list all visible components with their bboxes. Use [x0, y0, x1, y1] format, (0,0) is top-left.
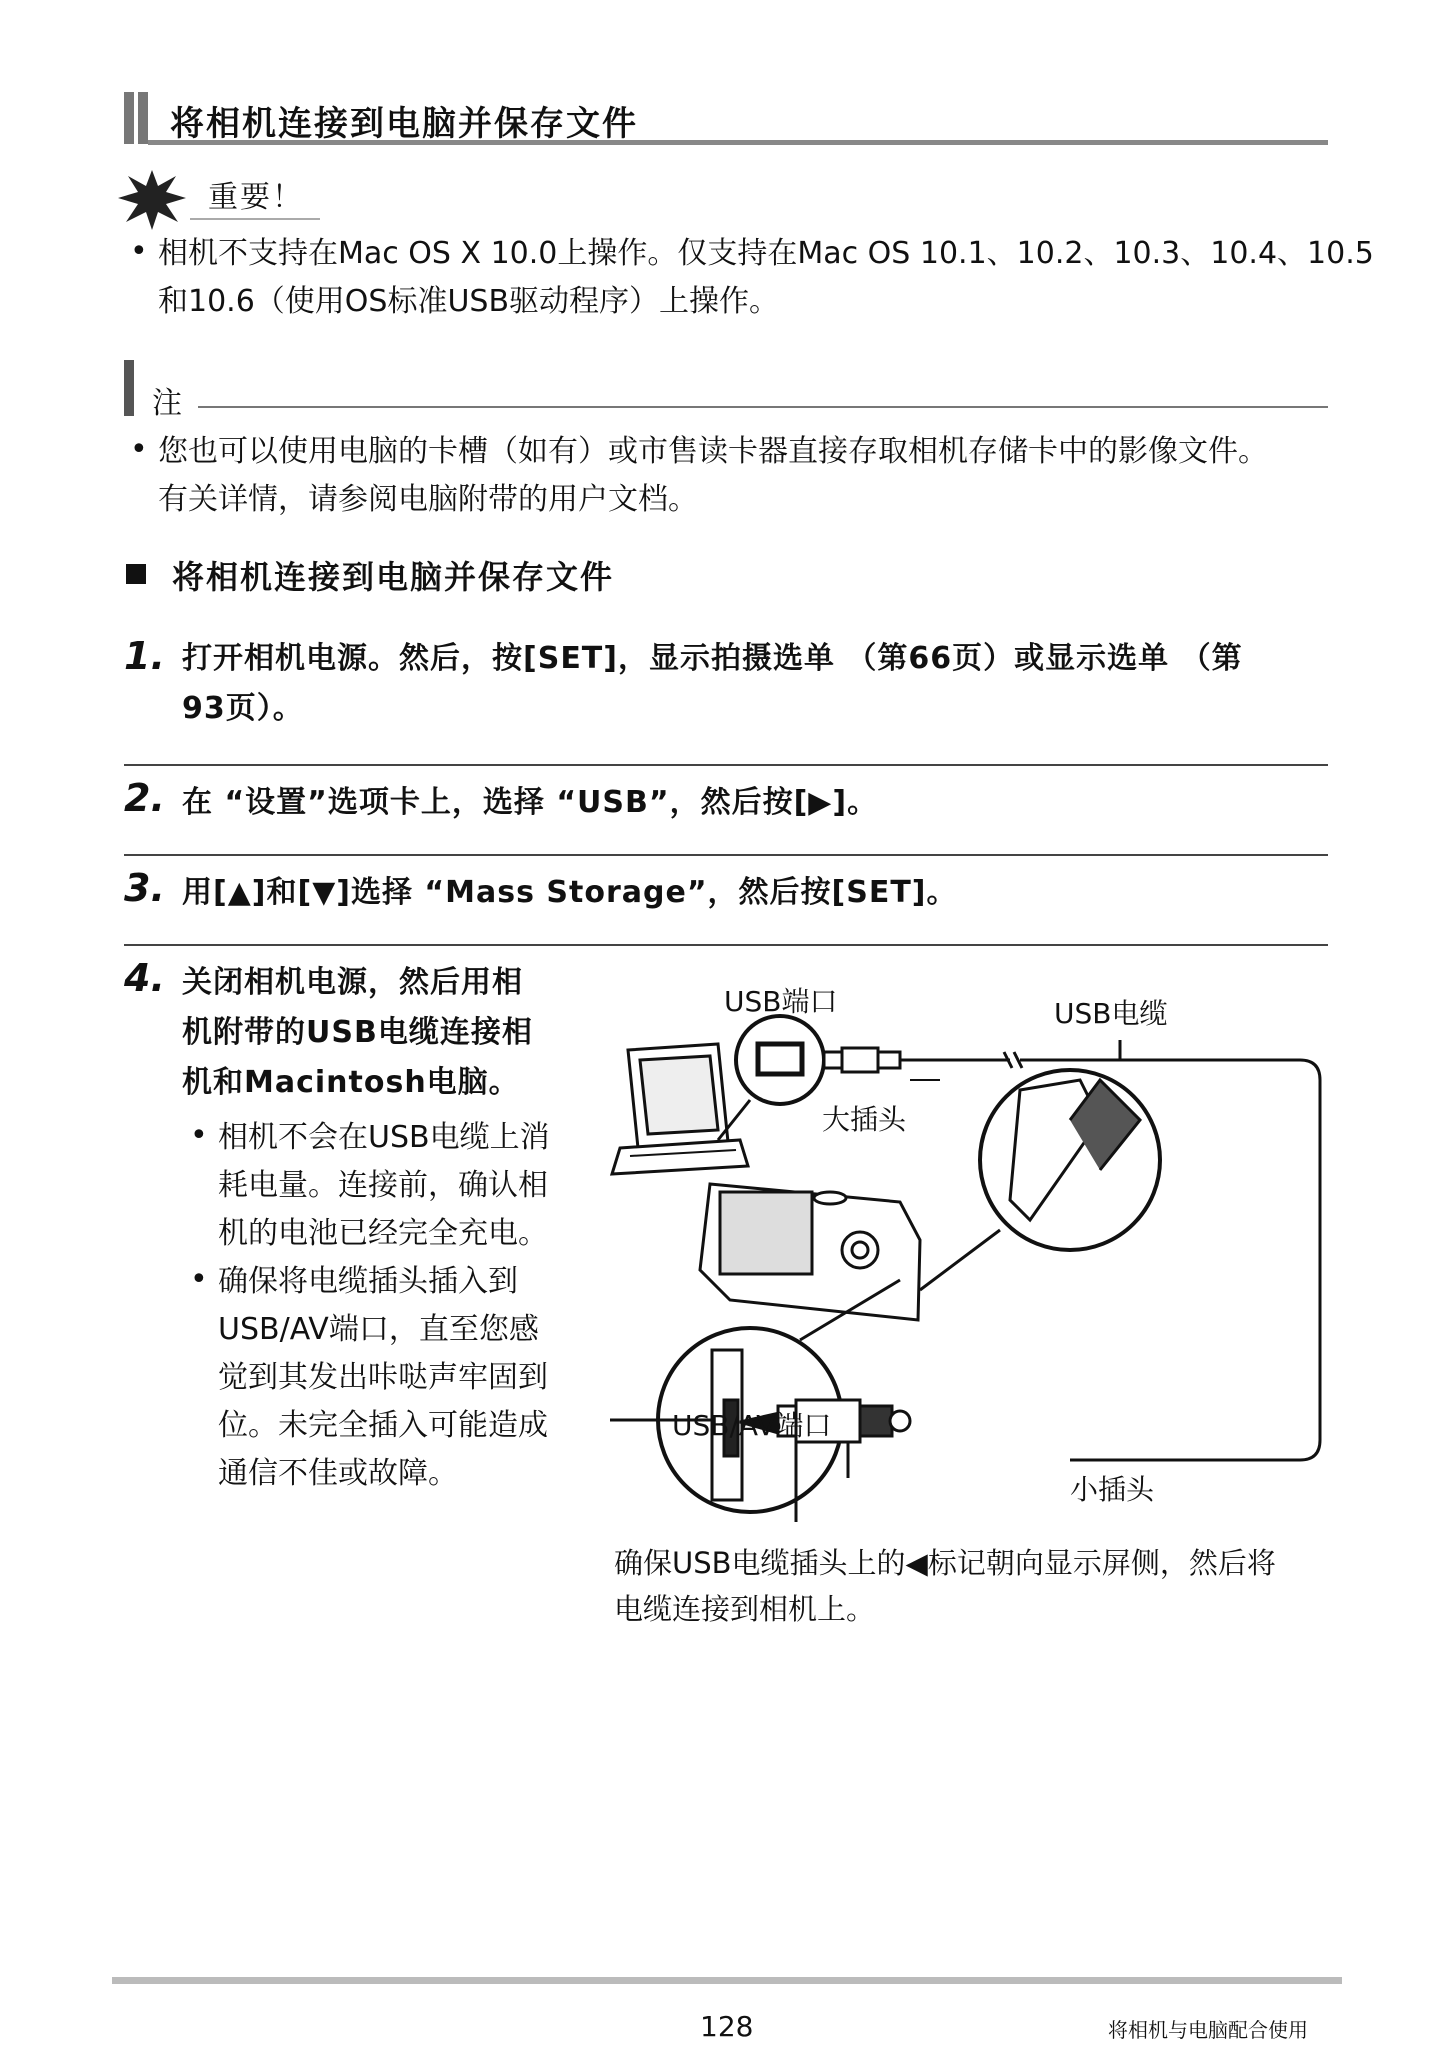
- note-text-line1: 您也可以使用电脑的卡槽（如有）或市售读卡器直接存取相机存储卡中的影像文件。: [158, 434, 1268, 469]
- important-underline: [190, 218, 320, 220]
- step-4-bullet-2-line2: USB/AV端口，直至您感: [218, 1312, 539, 1347]
- big-plug-icon: [824, 1048, 900, 1072]
- step-4-bullet-1: •: [190, 1118, 208, 1153]
- header-bar-right: [138, 92, 148, 144]
- step-4-bullet-1-line1: 相机不会在USB电缆上消: [218, 1120, 550, 1155]
- note-underline: [198, 406, 1328, 408]
- chapter-title: 将相机与电脑配合使用: [1108, 2018, 1308, 2042]
- laptop-icon: [612, 1044, 748, 1174]
- step-4-bullet-2: •: [190, 1262, 208, 1297]
- usb-av-port-label: USB/AV端口: [672, 1409, 832, 1442]
- important-text-line1: 相机不支持在Mac OS X 10.0上操作。仅支持在Mac OS 10.1、10.2、10.3、10.4、10.5: [158, 236, 1374, 271]
- step-4-text-line3: 机和Macintosh电脑。: [182, 1065, 520, 1100]
- important-bullet: •: [130, 234, 148, 269]
- step-divider: [124, 854, 1328, 856]
- usb-port-label: USB端口: [724, 985, 838, 1018]
- important-text-line2: 和10.6（使用OS标准USB驱动程序）上操作。: [158, 284, 780, 319]
- important-label: 重要！: [208, 180, 304, 215]
- usb-port-icon: [758, 1044, 802, 1074]
- step-3-number: 3.: [124, 866, 165, 910]
- step-4-bullet-1-line3: 机的电池已经完全充电。: [218, 1216, 548, 1251]
- step-4-bullet-2-line4: 位。未完全插入可能造成: [218, 1408, 548, 1443]
- step-1-number: 1.: [124, 634, 165, 678]
- small-plug-label: 小插头: [1070, 1473, 1155, 1506]
- big-plug-label: 大插头: [822, 1103, 907, 1136]
- step-4-bullet-2-line3: 觉到其发出咔哒声牢固到: [218, 1360, 548, 1395]
- step-4-text-line2: 机附带的USB电缆连接相: [182, 1015, 533, 1050]
- diagram-caption-line1: 确保USB电缆插头上的◀标记朝向显示屏侧，然后将: [614, 1546, 1276, 1580]
- important-burst-icon: [118, 170, 186, 230]
- step-4-bullet-2-line5: 通信不佳或故障。: [218, 1456, 458, 1491]
- step-1-text-line2: 93页）。: [182, 691, 304, 726]
- note-label: 注: [152, 386, 182, 421]
- step-4-bullet-2-line1: 确保将电缆插头插入到: [218, 1264, 518, 1299]
- usb-cable-label: USB电缆: [1054, 997, 1168, 1030]
- page-number: 128: [700, 2010, 754, 2043]
- step-4-bullet-1-line2: 耗电量。连接前，确认相: [218, 1168, 548, 1203]
- section-title: 将相机连接到电脑并保存文件: [170, 104, 638, 144]
- note-bar: [124, 360, 134, 416]
- note-text-line2: 有关详情，请参阅电脑附带的用户文档。: [158, 482, 698, 517]
- step-4-number: 4.: [124, 956, 165, 1000]
- camera-icon: [700, 1184, 920, 1320]
- step-1-text-line1: 打开相机电源。然后，按[SET]，显示拍摄选单 （第66页）或显示选单 （第: [182, 641, 1243, 676]
- step-2-text: 在 “设置”选项卡上，选择 “USB”，然后按[▶]。: [182, 785, 879, 820]
- step-2-number: 2.: [124, 776, 165, 820]
- footer-rule: [112, 1977, 1342, 1984]
- note-bullet: •: [130, 432, 148, 467]
- usb-connection-diagram: [600, 970, 1340, 1530]
- subsection-title: 将相机连接到电脑并保存文件: [172, 558, 615, 596]
- subsection-square-icon: [126, 564, 146, 584]
- step-3-text: 用[▲]和[▼]选择 “Mass Storage”，然后按[SET]。: [182, 875, 958, 910]
- step-divider: [124, 764, 1328, 766]
- header-bar-left: [124, 92, 134, 144]
- step-4-text-line1: 关闭相机电源，然后用相: [182, 965, 523, 1000]
- diagram-caption-line2: 电缆连接到相机上。: [614, 1592, 876, 1626]
- step-divider: [124, 944, 1328, 946]
